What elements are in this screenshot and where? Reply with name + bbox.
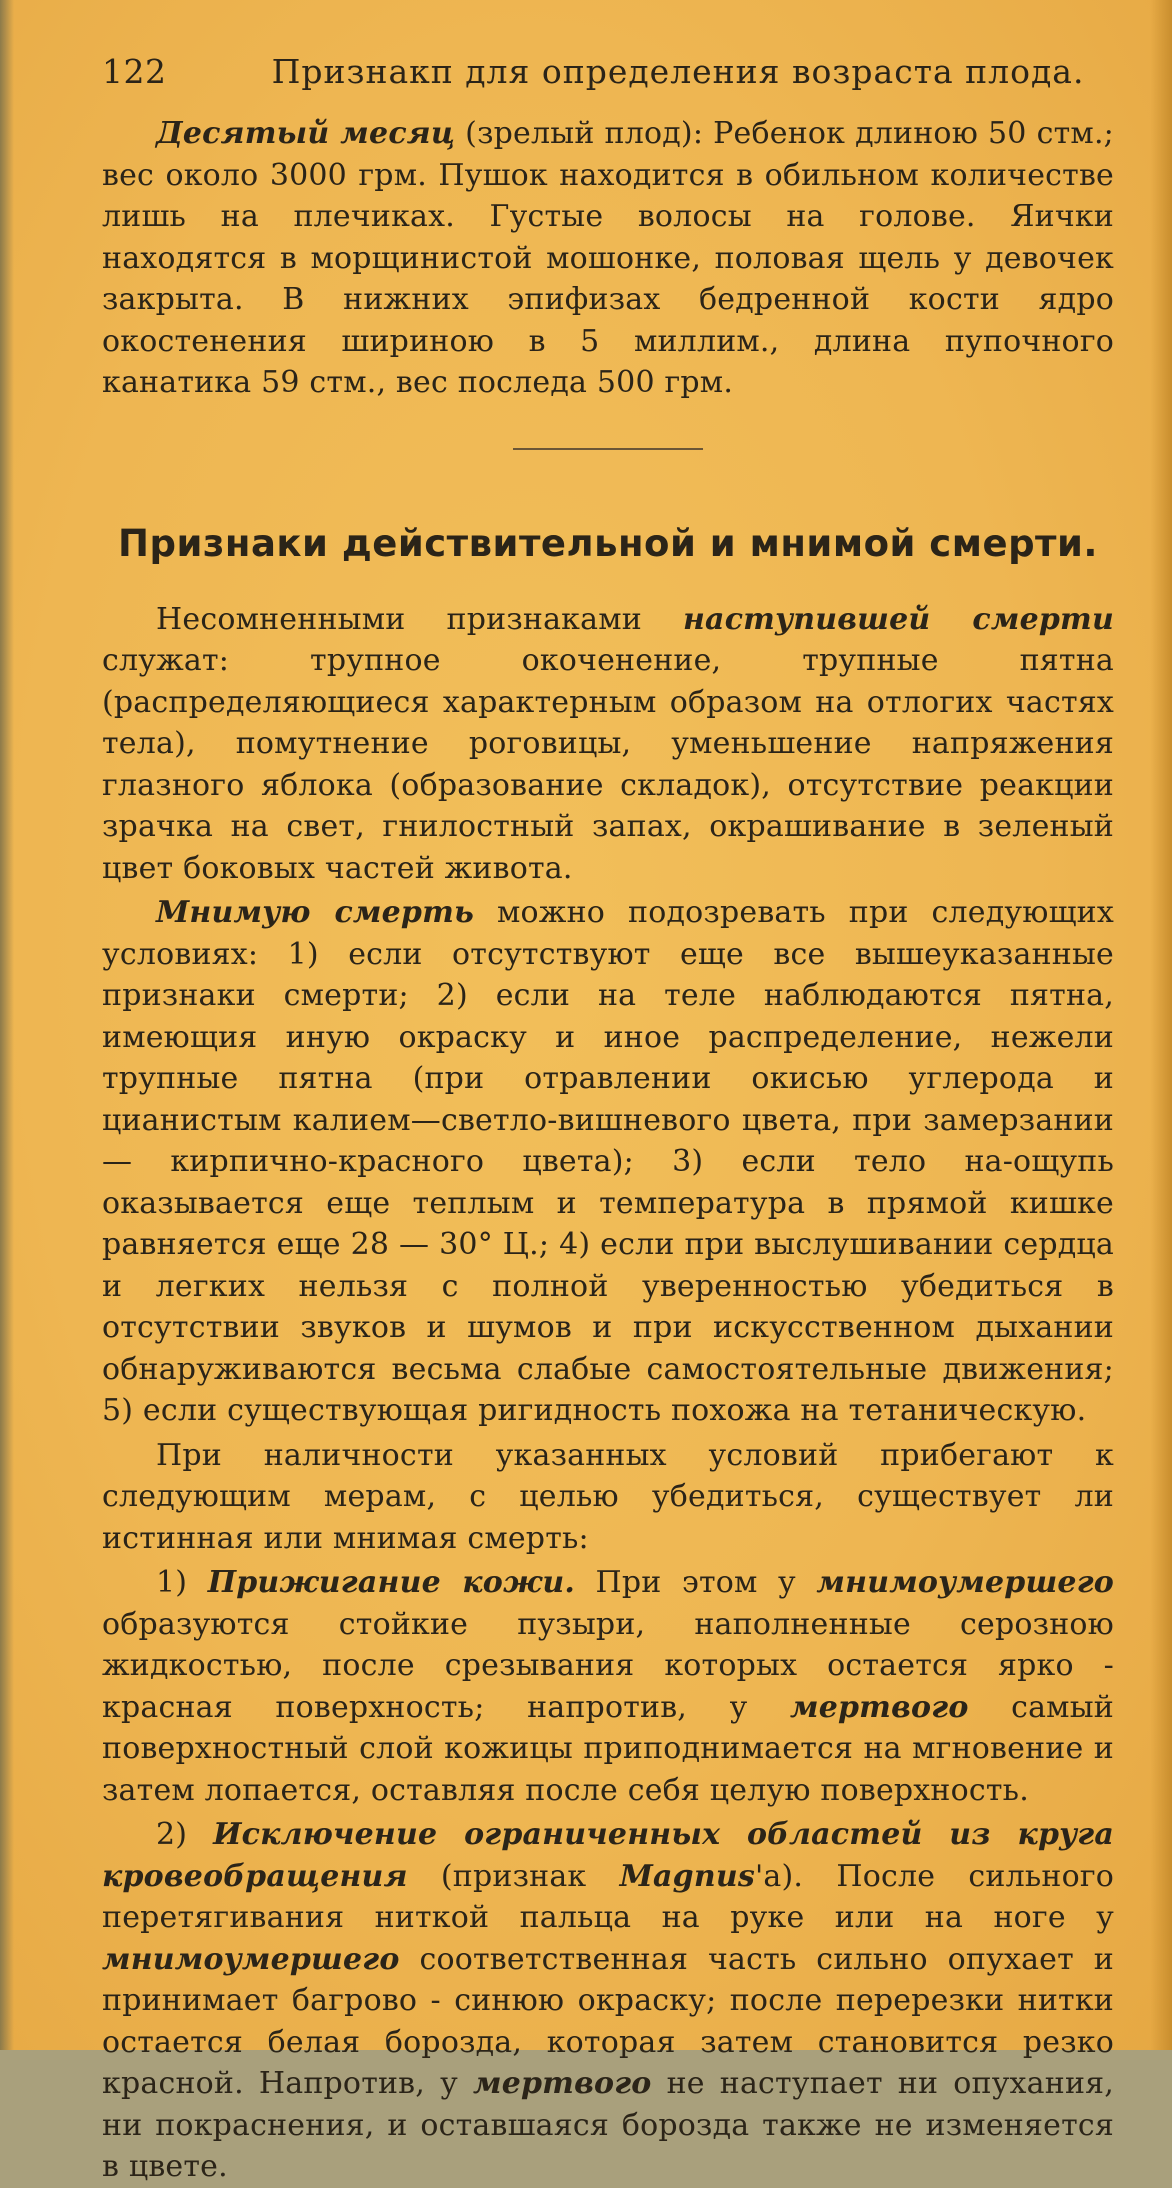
- emphasis: Magnus: [619, 1858, 755, 1894]
- emphasis: Прижигание кожи.: [207, 1565, 576, 1600]
- paragraph-text: При наличности указанных условий прибегают к следующим мерам, с целью убедиться, существует ли истинная или мнимая смерть:: [102, 1437, 1114, 1556]
- running-title: Признакп для определения возраста плода.: [271, 52, 1085, 91]
- paragraph-text: Несомненными признаками: [156, 601, 683, 637]
- emphasis: мертвого: [472, 2066, 652, 2101]
- paragraph-apparent-death: [102, 892, 1114, 1432]
- paragraph-text: можно подозревать при следующих условиях: 1) если отсутствуют еще все вышеуказанные признаки смерти; 2) если на теле наблюдаются пятна, имеющия иную окраску и иное распределение, нежели трупные пятна (при отравлении окисью углерода и цианистым калием—светло-вишневого цвета, при замерзании — кирпично-красного цвета); 3) если тело на-ощупь оказывается еще теплым и температура в прямой кишке равняется еще 28 — 30° Ц.; 4) если при выслушивании сердца и легких нельзя с полной уверенностью убедиться в отсутствии звуков и шумов и при искусственном дыхании обнаруживаются весьма слабые самостоятельные движения; 5) если существующая ригидность похожа на тетаническую.: [102, 895, 1114, 1428]
- paragraph-text: 'а). После сильного перетягивания ниткой пальца на руке или на ноге у: [102, 1858, 1115, 1935]
- section-divider: [513, 448, 703, 450]
- paragraph-text: соответственная часть сильно опухает и принимает багрово - синюю окраску; после перерезки нитки остается белая борозда, которая затем становится резко красной. Напротив, у: [102, 1941, 1114, 2101]
- paragraph-text: При этом у: [575, 1565, 817, 1600]
- paragraph-text: служат: трупное окоченение, трупные пятна (распределяющиеся характерным образом на отлогих частях тела), помутнение роговицы, уменьшение напряжения глазного яблока (образование складок), отсутствие реакции зрачка на свет, гнилостный запах, окрашивание в зеленый цвет боковых частей живота.: [102, 643, 1114, 886]
- paragraph-lead: Десятый месяц: [156, 116, 456, 151]
- page-number: 122: [102, 52, 167, 91]
- emphasis: мнимоумершего: [102, 1941, 400, 1977]
- emphasis: мертвого: [790, 1689, 969, 1725]
- page-content: [102, 52, 1114, 2188]
- emphasis: Мнимую смерть: [156, 895, 475, 930]
- section-title: Признаки действительной и мнимой смерти.: [118, 521, 1098, 565]
- emphasis: наступившей смерти: [682, 601, 1114, 637]
- paragraph-text: (признак: [407, 1858, 620, 1894]
- emphasis: Исключение ограниченных областей из круга кровеобращения: [102, 1817, 1114, 1894]
- paragraph-death-signs: [102, 599, 1114, 890]
- paragraph-measures-intro: [102, 1435, 1114, 1560]
- paragraph-text: не наступает ни опухания, ни покраснения, и оставшаяся борозда также не изменяется в цвете.: [102, 2066, 1115, 2184]
- emphasis: мнимоумершего: [816, 1565, 1114, 1600]
- paragraph-measure-2: [102, 1814, 1114, 2188]
- paragraph-text: самый поверхностный слой кожицы приподнимается на мгновение и затем лопается, оставляя после себя целую поверхность.: [102, 1689, 1114, 1808]
- list-number: 1): [156, 1565, 208, 1600]
- page-header: [102, 52, 1114, 91]
- paragraph-text: (зрелый плод): Ребенок длиною 50 стм.; вес около 3000 грм. Пушок находится в обильном количестве лишь на плечиках. Густые волосы на голове. Яички находятся в морщинистой мошонке, половая щель у девочек закрыта. В нижних эпифизах бедренной кости ядро окостенения шириною в 5 миллим., длина пупочного канатика 59 стм., вес последа 500 грм.: [102, 116, 1114, 400]
- paragraph-text: образуются стойкие пузыри, наполненные серозною жидкостью, после срезывания которых остается ярко - красная поверхность; напротив, у: [102, 1606, 1114, 1725]
- paragraph-tenth-month: [102, 113, 1114, 404]
- paragraph-measure-1: [102, 1562, 1114, 1811]
- list-number: 2): [156, 1817, 214, 1852]
